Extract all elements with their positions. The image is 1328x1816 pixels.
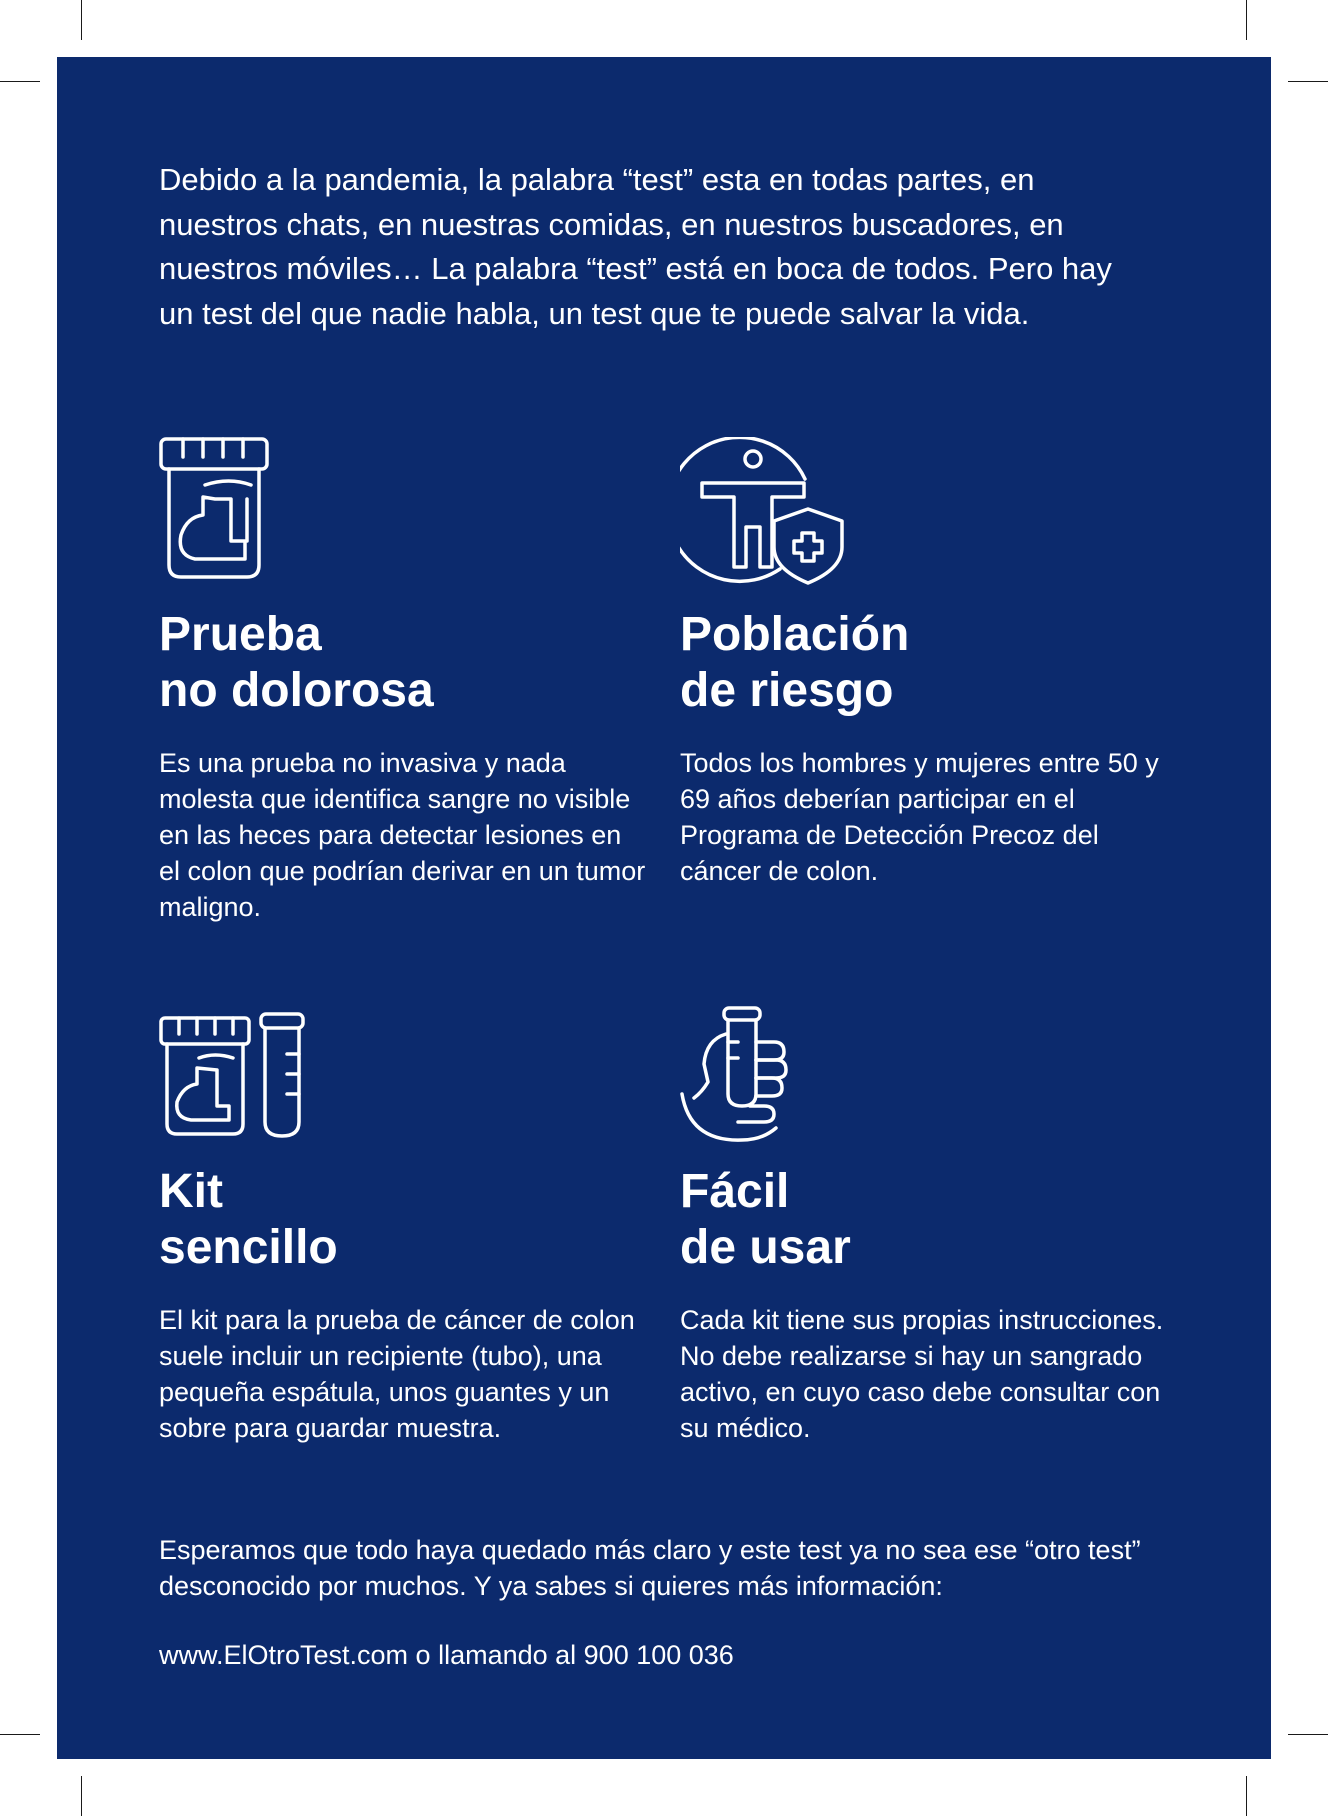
feature-prueba-no-dolorosa [159,437,649,925]
closing-paragraph: Esperamos que todo haya quedado más claro y este test ya no sea ese “otro test” desconocido por muchos. Y ya sabes si quieres más información: [159,1535,1141,1601]
hand-holding-tube-icon [680,994,1170,1144]
kit-container-tube-icon [159,994,649,1144]
feature-facil-de-usar [680,994,1170,1446]
feature-title-line2: sencillo [159,1221,338,1274]
feature-title-line2: no dolorosa [159,664,434,717]
crop-mark [1246,1776,1247,1816]
leaflet-panel [57,57,1271,1759]
feature-description: Todos los hombres y mujeres entre 50 y 69 años deberían participar en el Programa de Detección Precoz del cáncer de colon. [680,748,1159,886]
feature-description: El kit para la prueba de cáncer de colon suele incluir un recipiente (tubo), una pequeña espátula, unos guantes y un sobre para guardar muestra. [159,1305,635,1443]
crop-mark [0,1734,40,1735]
crop-mark [1288,1734,1328,1735]
feature-title-line1: Kit [159,1165,223,1218]
feature-title-line1: Fácil [680,1165,790,1218]
crop-mark [1288,81,1328,82]
crop-mark [81,1776,82,1816]
feature-description: Es una prueba no invasiva y nada molesta que identifica sangre no visible en las heces para detectar lesiones en el colon que podrían derivar en un tumor maligno. [159,748,646,922]
feature-title-line1: Prueba [159,608,322,661]
feature-description: Cada kit tiene sus propias instrucciones. No debe realizarse si hay un sangrado activo, en cuyo caso debe consultar con su médico. [680,1305,1164,1443]
contact-line: www.ElOtroTest.com o llamando al 900 100 036 [159,1640,734,1670]
feature-kit-sencillo [159,994,649,1446]
person-shield-icon [680,437,1170,587]
crop-mark [1246,0,1247,40]
feature-title-line2: de usar [680,1221,851,1274]
feature-poblacion-de-riesgo [680,437,1170,889]
sample-container-icon [159,437,649,587]
feature-title-line2: de riesgo [680,664,894,717]
intro-paragraph: Debido a la pandemia, la palabra “test” esta en todas partes, en nuestros chats, en nuestras comidas, en nuestros buscadores, en nuestros móviles… La palabra “test” está en boca de todos. Pero hay un test del que nadie habla, un test que te puede salvar la vida. [159,162,1112,331]
crop-mark [81,0,82,40]
crop-mark [0,81,40,82]
feature-title-line1: Población [680,608,910,661]
